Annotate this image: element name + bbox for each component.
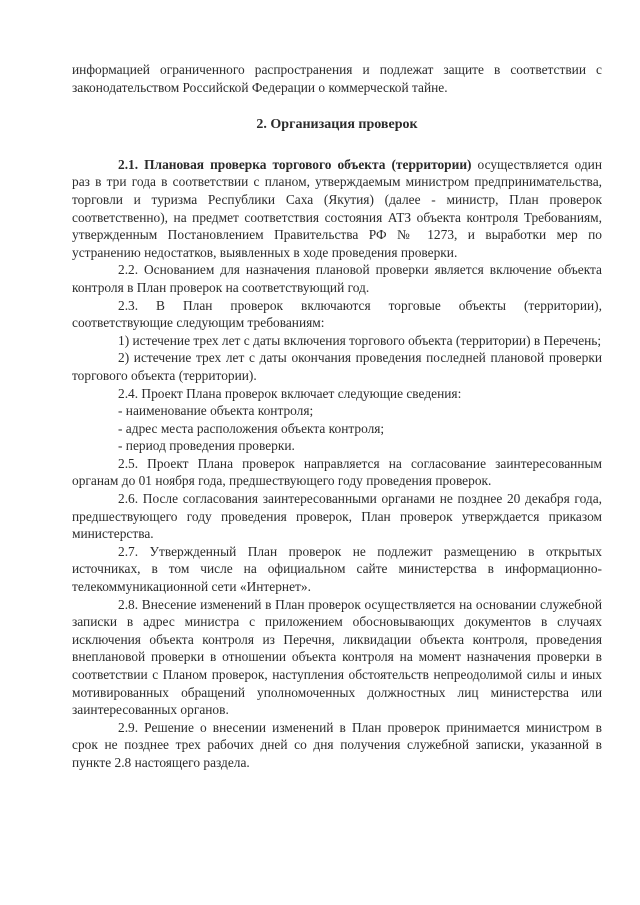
- paragraph-2-3: 2.3. В План проверок включаются торговые объекты (территории), соответствующие следующим требованиям:: [72, 297, 602, 331]
- intro-paragraph: информацией ограниченного распространения и подлежат защите в соответствии с законодательством Российской Федерации о коммерческой тайне.: [72, 62, 602, 95]
- paragraph-2-9: 2.9. Решение о внесении изменений в План проверок принимается министром в срок не позднее трех рабочих дней со дня получения служебной записки, указанной в пункте 2.8 настоящего раздела.: [72, 719, 602, 770]
- paragraph-2-7: 2.7. Утвержденный План проверок не подлежит размещению в открытых источниках, в том числе на официальном сайте министерства в информационно-телекоммуникационной сети «Интернет».: [72, 543, 602, 595]
- paragraph-2-4-item-3: - период проведения проверки.: [118, 438, 295, 454]
- document-body: [72, 61, 602, 772]
- paragraph-2-4-item-2: - адрес места расположения объекта контроля;: [118, 420, 385, 436]
- paragraph-2-3-item-1: 1) истечение трех лет с даты включения торгового объекта (территории) в Перечень;: [118, 332, 602, 348]
- paragraph-2-2: 2.2. Основанием для назначения плановой проверки является включение объекта контроля в План проверок на соответствующий год.: [72, 262, 602, 295]
- paragraph-2-1-text: осуществляется один раз в три года в соответствии с планом, утверждаемым министром предпринимательства, торговли и туризма Республики Саха (Якутия) (далее - министр, План проверок соответственно), на предмет соответствия состояния АТЗ объекта контроля Требованиям, утвержденным Постановлением Правительства РФ № 1273, и выработки мер по устранению недостатков, выявленных в ходе проведения проверки.: [72, 156, 602, 260]
- paragraph-2-1: [72, 156, 602, 262]
- paragraph-2-4: 2.4. Проект Плана проверок включает следующие сведения:: [118, 385, 462, 401]
- paragraph-2-1-lead: 2.1. Плановая проверка торгового объекта (территории): [118, 156, 472, 172]
- paragraph-2-4-item-1: - наименование объекта контроля;: [118, 403, 314, 419]
- paragraph-2-5: 2.5. Проект Плана проверок направляется на согласование заинтересованным органам до 01 ноября года, предшествующего году проведения проверок.: [72, 455, 602, 489]
- paragraph-2-6: 2.6. После согласования заинтересованными органами не позднее 20 декабря года, предшествующего году проведения проверок, План проверок утверждается приказом министерства.: [72, 491, 602, 542]
- paragraph-2-8: 2.8. Внесение изменений в План проверок осуществляется на основании служебной записки в адрес министра с приложением обосновывающих документов в случаях исключения объекта контроля из Перечня, ликвидации объекта контроля, проведения внеплановой проверки в отношении объекта контроля на момент назначения проверки в соответствии с Планом проверок, наступления обстоятельств непреодолимой силы и иных мотивированных обращений уполномоченных должностных лиц министерства или заинтересованных органов.: [72, 596, 602, 718]
- section-title: 2. Организация проверок: [256, 117, 418, 133]
- paragraph-2-3-item-2: 2) истечение трех лет с даты окончания проведения последней плановой проверки торгового объекта (территории).: [72, 350, 602, 383]
